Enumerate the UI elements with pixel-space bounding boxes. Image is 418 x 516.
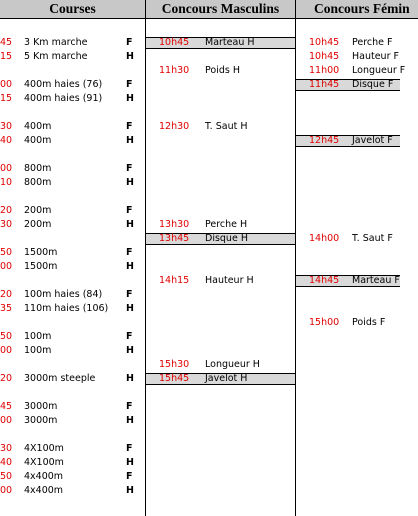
course-time: 30 [0,121,13,132]
course-event: 5 Km marche [24,51,88,62]
course-time: 20 [0,205,13,216]
feminin-event: Javelot F [352,135,393,146]
course-time: 00 [0,345,13,356]
course-sex: H [126,373,134,384]
masculin-time: 12h30 [159,121,190,132]
course-time: 00 [0,261,13,272]
course-event: 4X100m [24,457,64,468]
course-event: 100m haies (84) [24,289,103,300]
masculin-event: Marteau H [205,37,255,48]
masculin-event: Poids H [205,65,240,76]
course-sex: F [126,79,133,90]
course-time: 50 [0,331,13,342]
course-event: 3000m [24,401,58,412]
concours-masculins-header: Concours Masculins [146,0,295,19]
feminin-event: Marteau F [352,275,400,286]
course-sex: F [126,331,133,342]
masculin-event: Disque H [205,233,248,244]
courses-header: Courses [0,0,145,19]
feminin-time: 10h45 [309,51,340,62]
course-sex: F [126,121,133,132]
courses-right-border [145,0,146,516]
feminin-event: Longueur F [352,65,406,76]
course-sex: H [126,303,134,314]
feminin-time: 11h45 [309,79,340,90]
course-time: 20 [0,373,13,384]
masculin-event: Longueur H [205,359,260,370]
course-time: 20 [0,289,13,300]
course-event: 400m haies (76) [24,79,103,90]
masculin-time: 14h15 [159,275,190,286]
feminin-event: Hauteur F [352,51,399,62]
feminin-time: 15h00 [309,317,340,328]
course-time: 50 [0,247,13,258]
course-event: 400m [24,121,52,132]
course-time: 30 [0,219,13,230]
course-time: 30 [0,443,13,454]
feminin-time: 14h00 [309,233,340,244]
course-sex: H [126,457,134,468]
concours-feminins-header: Concours Fémin [296,0,418,19]
course-sex: F [126,37,133,48]
course-time: 00 [0,79,13,90]
course-event: 110m haies (106) [24,303,109,314]
course-event: 4x400m [24,485,64,496]
feminin-time: 11h00 [309,65,340,76]
course-time: 15 [0,51,13,62]
course-time: 00 [0,163,13,174]
course-time: 50 [0,471,13,482]
course-time: 00 [0,415,13,426]
masculin-time: 10h45 [159,37,190,48]
course-event: 200m [24,205,52,216]
course-sex: F [126,205,133,216]
course-event: 400m haies (91) [24,93,103,104]
course-sex: F [126,443,133,454]
masculin-time: 11h30 [159,65,190,76]
course-event: 3000m steeple [24,373,96,384]
course-sex: H [126,485,134,496]
course-sex: F [126,471,133,482]
course-event: 4x400m [24,471,64,482]
masculin-time: 13h45 [159,233,190,244]
feminin-event: T. Saut F [352,233,393,244]
course-sex: H [126,219,134,230]
course-sex: H [126,93,134,104]
masculin-event: T. Saut H [205,121,248,132]
course-time: 15 [0,93,13,104]
course-event: 3 Km marche [24,37,88,48]
course-sex: F [126,289,133,300]
course-sex: F [126,247,133,258]
masculin-time: 13h30 [159,219,190,230]
course-event: 100m [24,345,52,356]
course-sex: H [126,261,134,272]
course-event: 800m [24,163,52,174]
course-time: 45 [0,37,13,48]
masculin-time: 15h45 [159,373,190,384]
course-sex: H [126,135,134,146]
course-sex: H [126,51,134,62]
course-time: 45 [0,401,13,412]
course-event: 200m [24,219,52,230]
feminin-time: 12h45 [309,135,340,146]
course-event: 1500m [24,247,58,258]
course-time: 00 [0,485,13,496]
masculin-event: Perche H [205,219,248,230]
masculin-event: Hauteur H [205,275,254,286]
course-time: 10 [0,177,13,188]
masculin-event: Javelot H [205,373,248,384]
course-sex: F [126,401,133,412]
feminin-event: Disque F [352,79,394,90]
course-time: 40 [0,135,13,146]
course-event: 400m [24,135,52,146]
course-event: 800m [24,177,52,188]
course-time: 40 [0,457,13,468]
masculins-right-border [295,0,296,516]
course-event: 3000m [24,415,58,426]
feminin-time: 10h45 [309,37,340,48]
course-event: 4X100m [24,443,64,454]
masculin-time: 15h30 [159,359,190,370]
course-event: 1500m [24,261,58,272]
course-time: 35 [0,303,13,314]
feminin-time: 14h45 [309,275,340,286]
feminin-event: Poids F [352,317,386,328]
course-sex: F [126,163,133,174]
course-sex: H [126,345,134,356]
feminin-event: Perche F [352,37,393,48]
course-sex: H [126,177,134,188]
course-sex: H [126,415,134,426]
course-event: 100m [24,331,52,342]
